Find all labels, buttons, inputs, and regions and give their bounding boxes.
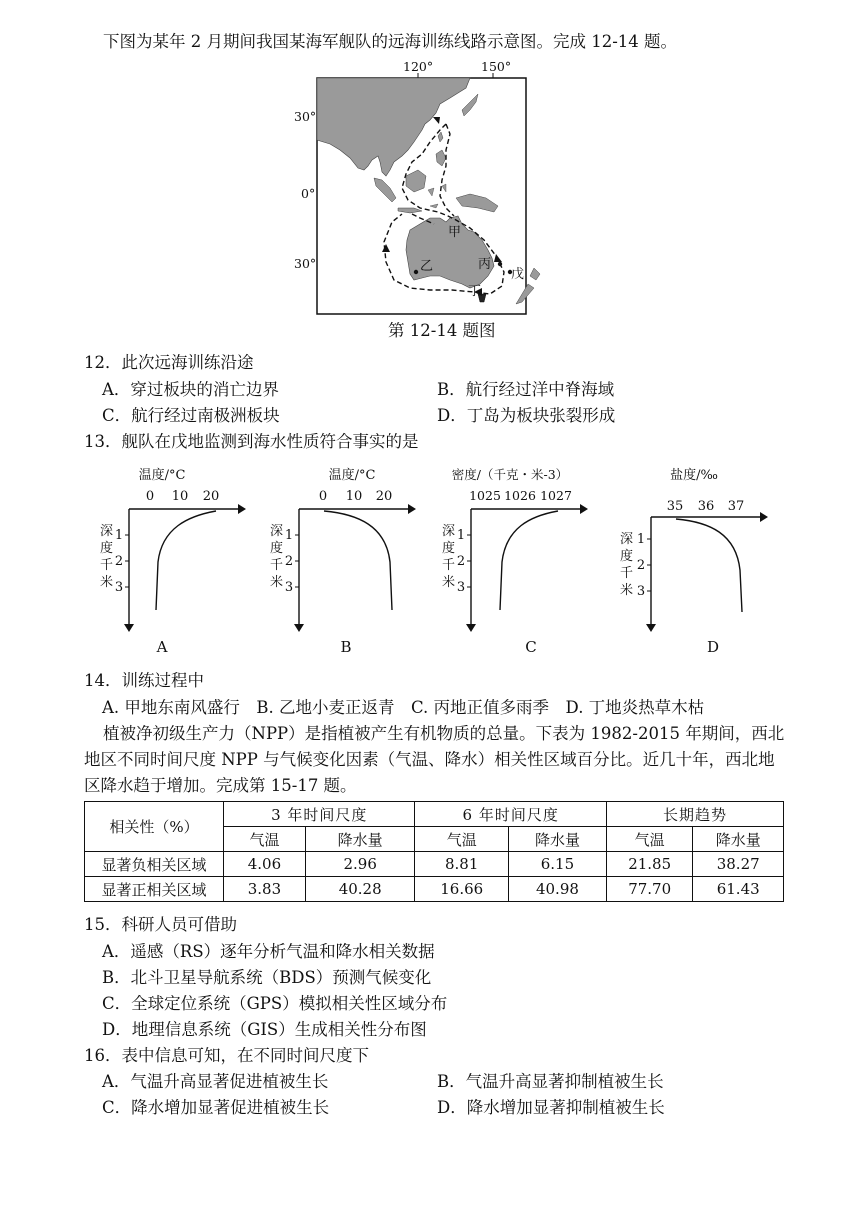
lat-label-0: 0° (301, 186, 316, 201)
table-cell: 6.15 (508, 852, 606, 877)
q14-stem: 14．训练过程中 (84, 671, 204, 690)
table-cell: 38.27 (693, 852, 784, 877)
graph-d-letter[interactable]: D (706, 638, 720, 656)
q16-option-c[interactable]: C．降水增加显著促进植被生长 (102, 1098, 330, 1117)
q12-stem: 12．此次远海训练沿途 (84, 353, 254, 372)
depth-tick: 2 (114, 554, 124, 569)
place-jia: 甲 (448, 225, 462, 240)
graph-b-tick: 10 (345, 489, 363, 504)
correlation-table (84, 801, 784, 902)
q15-option-d[interactable]: D．地理信息系统（GIS）生成相关性分布图 (102, 1020, 427, 1039)
table-row-label: 显著正相关区域 (85, 877, 224, 902)
depth-tick: 1 (636, 532, 646, 547)
y-axis-arrow-icon (294, 624, 304, 632)
lon-label-120: 120° (403, 59, 434, 74)
q15-stem: 15．科研人员可借助 (84, 915, 237, 934)
table-row (85, 877, 784, 902)
q14-options[interactable]: A. 甲地东南风盛行 B. 乙地小麦正返青 C. 丙地正值多雨季 D. 丁地炎热草木枯 (102, 698, 705, 717)
table-subheader: 降水量 (508, 827, 606, 852)
table-cell: 21.85 (606, 852, 692, 877)
table-cell: 4.06 (224, 852, 306, 877)
place-bing: 丙 (478, 257, 492, 272)
table-group-header: 3 年时间尺度 (224, 802, 415, 827)
graph-c (434, 462, 604, 658)
table-row-label: 显著负相关区域 (85, 852, 224, 877)
place-wu: 戊 (511, 267, 525, 282)
graph-d-curve (676, 519, 742, 612)
table-subheader: 气温 (415, 827, 509, 852)
graph-d-title: 盐度/‰ (670, 468, 718, 483)
graph-a-tick: 0 (145, 489, 155, 504)
table-cell: 16.66 (415, 877, 509, 902)
depth-label: 千 (442, 558, 456, 573)
graph-d-tick: 37 (727, 499, 745, 514)
graph-c-tick: 1025 (469, 488, 501, 503)
depth-label: 度 (270, 541, 284, 556)
q12-option-b[interactable]: B．航行经过洋中脊海域 (437, 380, 615, 399)
point-bing-marker (498, 262, 502, 266)
x-axis-arrow-icon (408, 504, 416, 514)
depth-label: 深 (270, 524, 284, 539)
intro2-line2: 地区不同时间尺度 NPP 与气候变化因素（气温、降水）相关性区域百分比。近几十年，西北地 (84, 750, 775, 769)
graph-c-tick: 1026 (504, 488, 536, 503)
depth-label: 千 (620, 566, 634, 581)
graph-c-title: 密度/（千克・米-3） (451, 467, 569, 482)
graph-c-letter[interactable]: C (525, 638, 537, 656)
depth-tick: 1 (114, 528, 124, 543)
y-axis-arrow-icon (124, 624, 134, 632)
q13-stem: 13．舰队在戊地监测到海水性质符合事实的是 (84, 432, 419, 451)
table-corner-header: 相关性（%） (85, 802, 224, 852)
x-axis-arrow-icon (238, 504, 246, 514)
graph-a-title: 温度/°C (138, 468, 186, 483)
depth-label: 米 (442, 575, 456, 590)
intro-text: 下图为某年 2 月期间我国某海军舰队的远海训练线路示意图。完成 12-14 题。 (103, 32, 678, 51)
table-subheader: 降水量 (305, 827, 415, 852)
table-cell: 40.98 (508, 877, 606, 902)
q16-option-d[interactable]: D．降水增加显著抑制植被生长 (437, 1098, 665, 1117)
graph-d-tick: 36 (697, 499, 715, 514)
graph-b-letter[interactable]: B (340, 638, 352, 656)
x-axis-arrow-icon (580, 504, 588, 514)
table-cell: 3.83 (224, 877, 306, 902)
depth-label: 米 (270, 575, 284, 590)
graph-b-tick: 20 (375, 489, 393, 504)
table-group-header: 6 年时间尺度 (415, 802, 606, 827)
graph-b (262, 462, 422, 658)
x-axis-arrow-icon (760, 512, 768, 522)
depth-label: 千 (100, 558, 114, 573)
table-group-header: 长期趋势 (606, 802, 783, 827)
graph-b-curve (324, 511, 392, 610)
graph-a-tick: 20 (202, 489, 220, 504)
table-cell: 2.96 (305, 852, 415, 877)
depth-tick: 2 (456, 554, 466, 569)
depth-tick: 3 (284, 580, 294, 595)
depth-tick: 3 (456, 580, 466, 595)
place-yi: 乙 (420, 259, 434, 274)
depth-tick: 1 (456, 528, 466, 543)
depth-label: 米 (100, 575, 114, 590)
q12-option-a[interactable]: A．穿过板块的消亡边界 (102, 380, 279, 399)
graph-b-tick: 0 (318, 489, 328, 504)
depth-tick: 2 (636, 558, 646, 573)
y-axis-arrow-icon (646, 624, 656, 632)
depth-label: 度 (100, 541, 114, 556)
depth-label: 千 (270, 558, 284, 573)
depth-label: 深 (620, 532, 634, 547)
lat-label-30n: 30° (294, 109, 317, 124)
q12-option-d[interactable]: D．丁岛为板块张裂形成 (437, 406, 616, 425)
q15-option-a[interactable]: A．遥感（RS）逐年分析气温和降水相关数据 (102, 942, 435, 961)
graph-a-letter[interactable]: A (156, 638, 168, 656)
depth-tick: 2 (284, 554, 294, 569)
graph-a (92, 462, 252, 658)
depth-tick: 3 (114, 580, 124, 595)
q15-option-b[interactable]: B．北斗卫星导航系统（BDS）预测气候变化 (102, 968, 432, 987)
graph-a-curve (156, 511, 216, 610)
depth-tick: 3 (636, 584, 646, 599)
table-subheader: 降水量 (693, 827, 784, 852)
q16-option-a[interactable]: A．气温升高显著促进植被生长 (102, 1072, 329, 1091)
intro2-line1: 植被净初级生产力（NPP）是指植被产生有机物质的总量。下表为 1982-2015 年期间，西北 (103, 724, 785, 743)
graph-c-tick: 1027 (540, 488, 572, 503)
q16-option-b[interactable]: B．气温升高显著抑制植被生长 (437, 1072, 664, 1091)
graph-d-tick: 35 (666, 499, 684, 514)
graph-d (606, 462, 776, 658)
table-cell: 40.28 (305, 877, 415, 902)
table-subheader: 气温 (606, 827, 692, 852)
route-map (290, 58, 550, 320)
place-ding: 丁 (468, 284, 482, 299)
graph-a-tick: 10 (171, 489, 189, 504)
graph-b-title: 温度/°C (328, 468, 376, 483)
depth-label: 深 (100, 524, 114, 539)
table-cell: 61.43 (693, 877, 784, 902)
depth-label: 度 (442, 541, 456, 556)
depth-tick: 1 (284, 528, 294, 543)
y-axis-arrow-icon (466, 624, 476, 632)
q16-stem: 16．表中信息可知，在不同时间尺度下 (84, 1046, 369, 1065)
q15-option-c[interactable]: C．全球定位系统（GPS）模拟相关性区域分布 (102, 994, 448, 1013)
graph-c-curve (500, 511, 558, 610)
table-cell: 8.81 (415, 852, 509, 877)
lon-label-150: 150° (481, 59, 512, 74)
lat-label-30s: 30° (294, 256, 317, 271)
depth-label: 米 (620, 583, 634, 598)
table-row (85, 852, 784, 877)
table-subheader: 气温 (224, 827, 306, 852)
depth-label: 深 (442, 524, 456, 539)
depth-label: 度 (620, 549, 634, 564)
figure-caption: 第 12-14 题图 (388, 321, 496, 340)
table-cell: 77.70 (606, 877, 692, 902)
point-yi-marker (414, 270, 418, 274)
q12-option-c[interactable]: C．航行经过南极洲板块 (102, 406, 280, 425)
intro2-line3: 区降水趋于增加。完成第 15-17 题。 (84, 776, 357, 795)
